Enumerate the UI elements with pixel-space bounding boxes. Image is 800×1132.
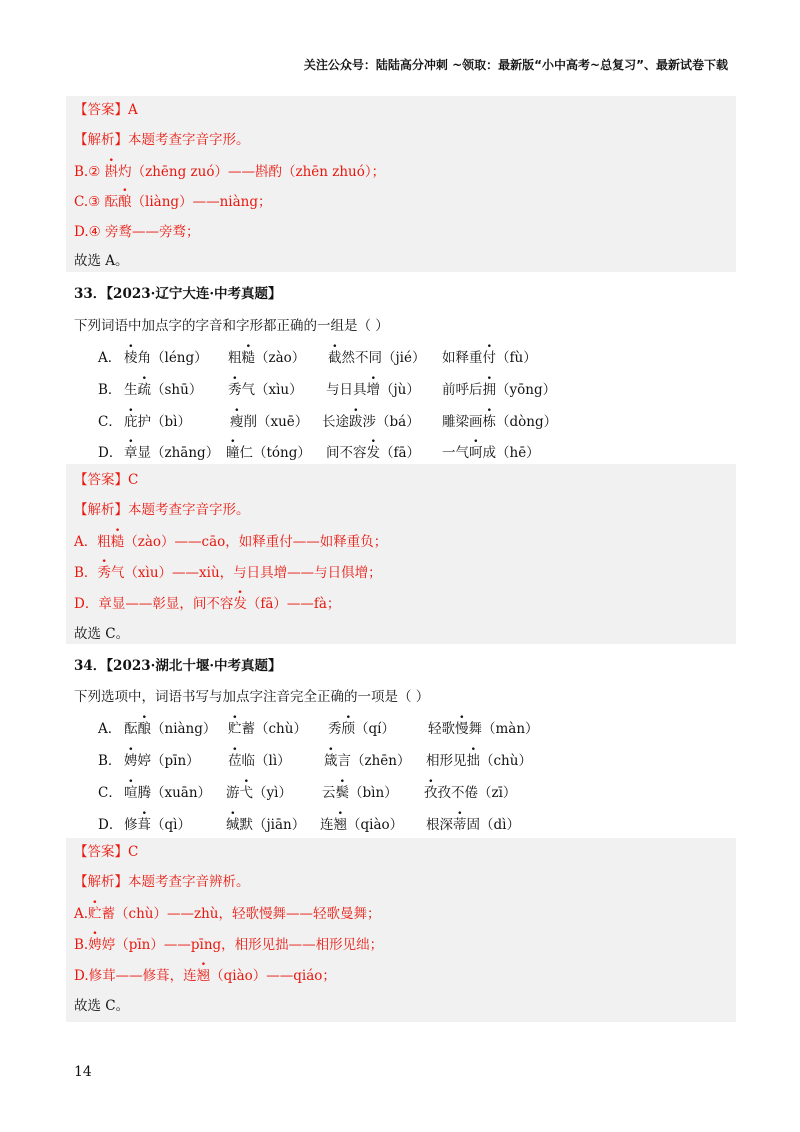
option-label: C． [98,785,122,801]
option-item: 瞳仁（tóng） [226,445,311,461]
option-item: 庇护（bì） [124,414,191,430]
option-item: 粗糙（zào） [228,350,306,366]
option-item: 长途跋涉（bá） [322,414,420,430]
analysis-label: 【解析】本题考查字音字形。 [74,132,250,148]
answer-label: 【答案】C [74,844,139,860]
analysis-line: C.③ 酝酿（liàng）——niàng； [74,194,272,210]
option-item: 娉婷（pīn） [124,753,200,769]
analysis-line: D.修茸——修葺，连翘（qiào）——qiáo； [74,968,336,984]
option-item: 轻歌慢舞（màn） [428,721,539,737]
answer-label: 【答案】C [74,472,139,488]
analysis-line: B．秀气（xìu）——xiù，与日具增——与日俱增； [74,565,382,581]
option-item: 箴言（zhēn） [324,753,411,769]
analysis-line: B.娉婷（pīn）——pīng，相形见拙——相形见绌； [74,937,384,953]
option-label: A． [98,721,122,737]
answer-block-1 [66,96,736,272]
option-item: 莅临（lì） [228,753,291,769]
option-item: 雕梁画栋（dòng） [442,414,558,430]
option-label: B． [98,753,122,769]
question-34-stem: 下列选项中，词语书写与加点字注音完全正确的一项是（ ） [74,689,430,705]
analysis-line: A．粗糙（zào）——cāo，如释重付——如释重负； [74,534,388,550]
analysis-line: D.④ 旁鹜——旁骛； [74,224,200,240]
option-label: D． [98,445,123,461]
option-label: D． [98,817,123,833]
analysis-label: 【解析】本题考查字音辨析。 [74,874,250,890]
answer-label: 【答案】A [74,102,138,118]
option-label: B． [98,382,122,398]
option-label: A． [98,350,122,366]
analysis-label: 【解析】本题考查字音字形。 [74,502,250,518]
option-item: 缄默（jiān） [226,817,306,833]
page-header: 关注公众号：陆陆高分冲刺 ~领取：最新版“小中高考~总复习”、最新试卷下载 [303,58,728,72]
option-item: 孜孜不倦（zī） [424,785,517,801]
option-item: 前呼后拥（yōng） [442,382,557,398]
option-item: 云鬓（bìn） [322,785,398,801]
option-item: 酝酿（niàng） [124,721,217,737]
option-item: 一气呵成（hē） [442,445,540,461]
answer-block-3 [66,838,736,1022]
option-item: 修葺（qì） [124,817,191,833]
option-item: 根深蒂固（dì） [426,817,520,833]
option-item: 相形见拙（chù） [426,753,532,769]
option-item: 瘦削（xuē） [230,414,309,430]
option-item: 秀颀（qí） [328,721,395,737]
question-34-title: 34．【2023·湖北十堰·中考真题】 [74,658,282,674]
analysis-line: A.贮蓄（chù）——zhù，轻歌慢舞——轻歌曼舞； [74,906,381,922]
option-item: 生疏（shū） [124,382,203,398]
option-item: 截然不同（jié） [328,350,426,366]
option-item: 与日具增（jù） [326,382,420,398]
option-label: C． [98,414,122,430]
option-item: 间不容发（fā） [326,445,421,461]
option-item: 喧腾（xuān） [124,785,212,801]
option-item: 如释重付（fù） [442,350,537,366]
conclusion: 故选 A。 [74,253,129,269]
conclusion: 故选 C。 [74,998,130,1014]
question-33-title: 33．【2023·辽宁大连·中考真题】 [74,286,282,302]
conclusion: 故选 C。 [74,626,130,642]
question-33-stem: 下列词语中加点字的字音和字形都正确的一组是（ ） [74,318,389,334]
option-item: 章显（zhāng） [124,445,220,461]
page-number: 14 [74,1064,92,1080]
option-item: 游弋（yì） [226,785,292,801]
analysis-line: B.② 斟灼（zhēng zuó）——斟酌（zhēn zhuó）； [74,164,386,180]
option-item: 秀气（xìu） [228,382,303,398]
option-item: 连翘（qiào） [320,817,404,833]
answer-block-2 [66,464,736,644]
option-item: 棱角（léng） [124,350,208,366]
analysis-line: D．章显——彰显，间不容发（fā）——fà； [74,596,341,612]
option-item: 贮蓄（chù） [228,721,307,737]
